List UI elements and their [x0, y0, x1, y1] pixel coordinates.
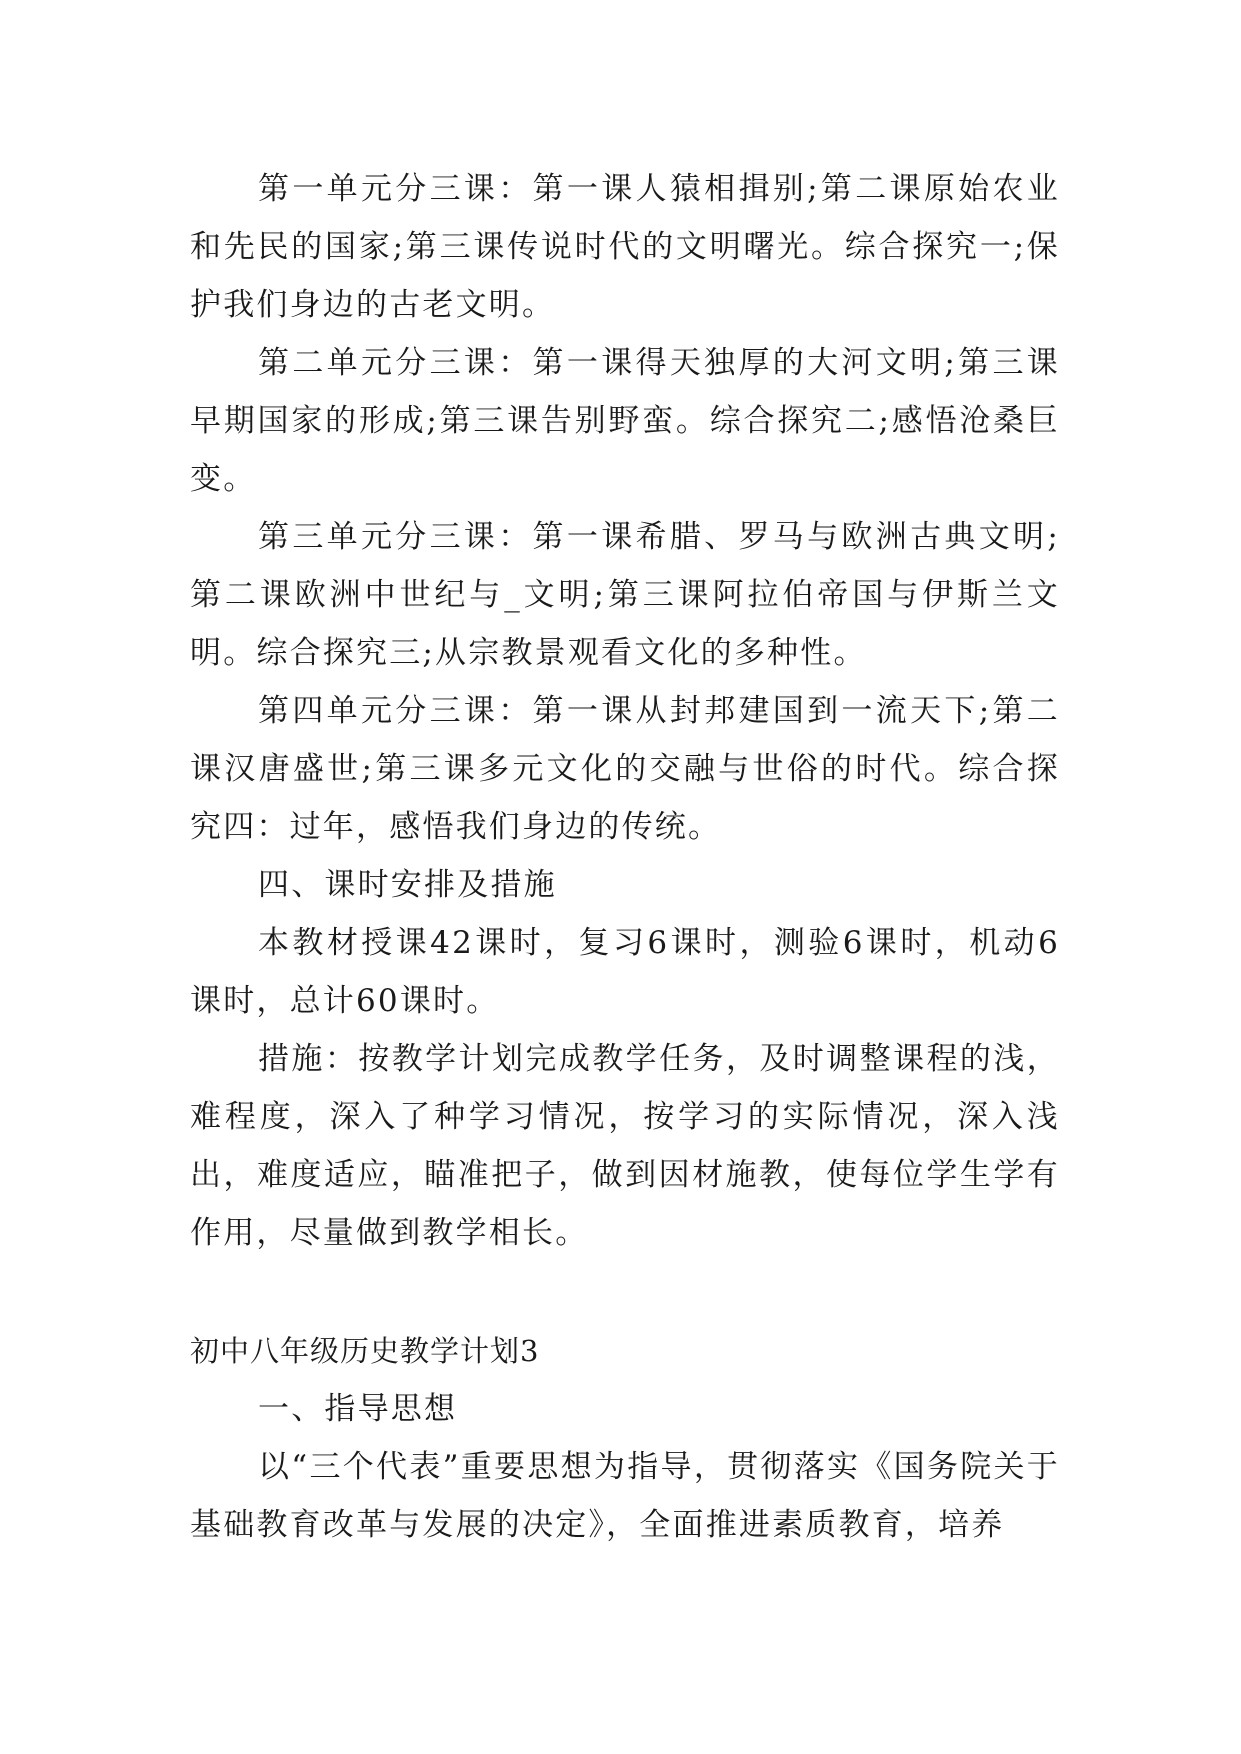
- guiding-thought-paragraph: 以“三个代表”重要思想为指导，贯彻落实《国务院关于基础教育改革与发展的决定》，全面推进素质教育，培养: [190, 1449, 1060, 1543]
- measures-paragraph: 措施：按教学计划完成教学任务，及时调整课程的浅，难程度，深入了种学习情况，按学习的实际情况，深入浅出，难度适应，瞄准把子，做到因材施教，使每位学生学有作用，尽量做到教学相长。: [190, 1041, 1060, 1251]
- unit-1-paragraph: 第一单元分三课：第一课人猿相揖别;第二课原始农业和先民的国家;第三课传说时代的文明曙光。综合探究一;保护我们身边的古老文明。: [190, 171, 1060, 323]
- unit-3-paragraph: 第三单元分三课：第一课希腊、罗马与欧洲古典文明;第二课欧洲中世纪与_文明;第三课阿拉伯帝国与伊斯兰文明。综合探究三;从宗教景观看文化的多种性。: [190, 519, 1060, 671]
- document-body: [190, 160, 1060, 1554]
- unit-2-paragraph: 第二单元分三课：第一课得天独厚的大河文明;第三课早期国家的形成;第三课告别野蛮。综合探究二;感悟沧桑巨变。: [190, 345, 1060, 497]
- unit-4-paragraph: 第四单元分三课：第一课从封邦建国到一流天下;第二课汉唐盛世;第三课多元文化的交融与世俗的时代。综合探究四：过年，感悟我们身边的传统。: [190, 693, 1060, 845]
- document-title: 初中八年级历史教学计划3: [190, 1334, 540, 1368]
- section-heading-schedule: 四、课时安排及措施: [258, 867, 557, 903]
- section-heading-guiding-thought: 一、指导思想: [258, 1391, 458, 1427]
- class-hours-paragraph: 本教材授课42课时，复习6课时，测验6课时，机动6课时，总计60课时。: [190, 925, 1060, 1019]
